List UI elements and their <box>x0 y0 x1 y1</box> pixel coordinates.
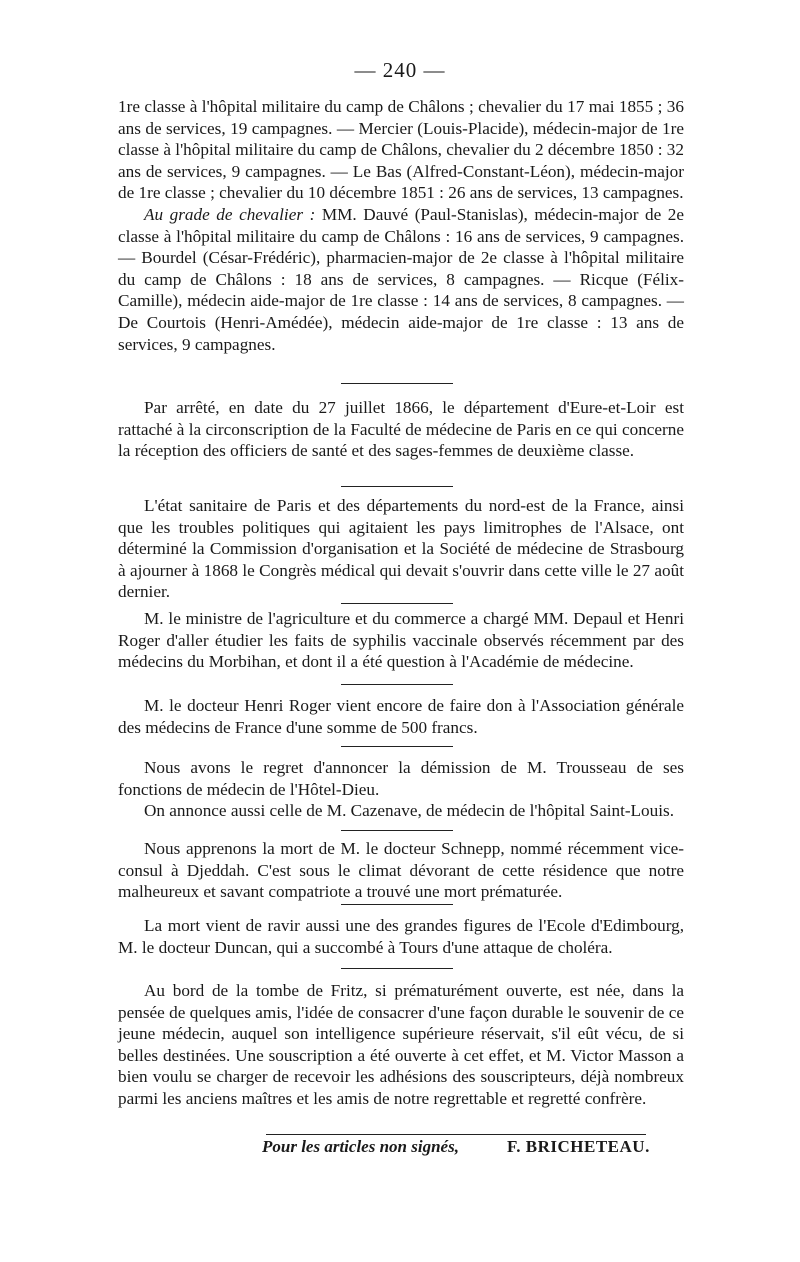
section-divider <box>341 968 453 969</box>
section-divider <box>341 746 453 747</box>
paragraph-text: Nous apprenons la mort de M. le docteur Schnepp, nommé récemment vice-consul à Djeddah. C'est sous le climat dévorant de cette résidence que notre malheureux et savant compatriote a trouvé une mort prématurée. <box>118 839 684 902</box>
paragraph-congres-strasbourg <box>118 495 684 603</box>
signature-label: Pour les articles non signés, <box>262 1137 459 1156</box>
paragraph-don-association <box>118 695 684 738</box>
paragraph-text: Au bord de la tombe de Fritz, si prématurément ouverte, est née, dans la pensée de quelques amis, l'idée de consacrer d'une façon durable le souvenir de ce jeune médecin, auquel son intelligence supérieure réservait, s'il eût vécu, de si belles destinées. Une souscription a été ouverte à cet effet, et M. Victor Masson a bien voulu se charger de recevoir les adhésions des souscripteurs, déjà nombreux parmi les anciens maîtres et les amis de notre regrettable et regretté confrère. <box>118 981 684 1108</box>
signature-rule <box>266 1134 646 1135</box>
section-divider <box>341 904 453 905</box>
section-divider <box>341 486 453 487</box>
paragraph-text: L'état sanitaire de Paris et des départements du nord-est de la France, ainsi que les troubles politiques qui agitaient les pays limitrophes de l'Alsace, ont déterminé la Commission d'organisation et la Société de médecine de Strasbourg à ajourner à 1868 le Congrès médical qui devait s'ouvrir dans cette ville le 27 août dernier. <box>118 496 684 602</box>
paragraph-syphilis-vaccinale <box>118 608 684 673</box>
paragraph-text: 1re classe à l'hôpital militaire du camp de Châlons ; chevalier du 17 mai 1855 ; 36 ans de services, 19 campagnes. — Mercier (Louis-Placide), médecin-major de 1re classe à l'hôpital militaire du camp de Châlons, chevalier du 2 décembre 1850 : 32 ans de services, 9 campagnes. — Le Bas (Alfred-Constant-Léon), médecin-major de 1re classe ; chevalier du 10 décembre 1851 : 26 ans de services, 13 campagnes. <box>118 97 684 203</box>
paragraph-text: M. le ministre de l'agriculture et du commerce a chargé MM. Depaul et Henri Roger d'aller étudier les faits de syphilis vaccinale observés récemment par des médecins du Morbihan, et dont il a été question à l'Académie de médecine. <box>118 609 684 672</box>
paragraph-honours-officers <box>118 96 684 355</box>
paragraph-text: On annonce aussi celle de M. Cazenave, de médecin de l'hôpital Saint-Louis. <box>144 801 675 821</box>
paragraph-text: MM. Dauvé (Paul-Stanislas), médecin-major de 2e classe à l'hôpital militaire du camp de Châlons : 16 ans de services, 9 campagnes. — Bourdel (César-Frédéric), pharmacien-major de 2e classe à l'hôpital militaire du camp de Châlons : 18 ans de services, 8 campagnes. — Ricque (Félix-Camille), médecin aide-major de 1re classe : 14 ans de services, 8 campagnes. — De Courtois (Henri-Amédée), médecin aide-major de 1re classe : 13 ans de services, 9 campagnes. <box>118 204 684 354</box>
section-divider <box>341 830 453 831</box>
signature-name: F. BRICHETEAU. <box>506 1137 650 1156</box>
page-number: — 240 — <box>354 58 446 82</box>
chevalier-label: Au grade de chevalier : <box>144 204 316 224</box>
signature <box>262 1137 662 1157</box>
paragraph-duncan <box>118 915 684 958</box>
section-divider <box>341 383 453 384</box>
paragraph-text: La mort vient de ravir aussi une des grandes figures de l'Ecole d'Edimbourg, M. le docteur Duncan, qui a succombé à Tours d'une attaque de choléra. <box>118 916 684 957</box>
section-divider <box>341 684 453 685</box>
paragraph-demissions <box>118 757 684 822</box>
paragraph-text: Par arrêté, en date du 27 juillet 1866, le département d'Eure-et-Loir est rattaché à la circonscription de la Faculté de médecine de Paris en ce qui concerne la réception des officiers de santé et des sages-femmes de deuxième classe. <box>118 398 684 461</box>
paragraph-eure-et-loir <box>118 397 684 462</box>
paragraph-schnepp <box>118 838 684 903</box>
paragraph-chevalier <box>118 204 684 355</box>
section-divider <box>341 603 453 604</box>
paragraph-text: Nous avons le regret d'annoncer la démission de M. Trousseau de ses fonctions de médecin de l'Hôtel-Dieu. <box>118 758 684 799</box>
paragraph-text: M. le docteur Henri Roger vient encore de faire don à l'Association générale des médecins de France d'une somme de 500 francs. <box>118 696 684 737</box>
paragraph-fritz <box>118 980 684 1110</box>
